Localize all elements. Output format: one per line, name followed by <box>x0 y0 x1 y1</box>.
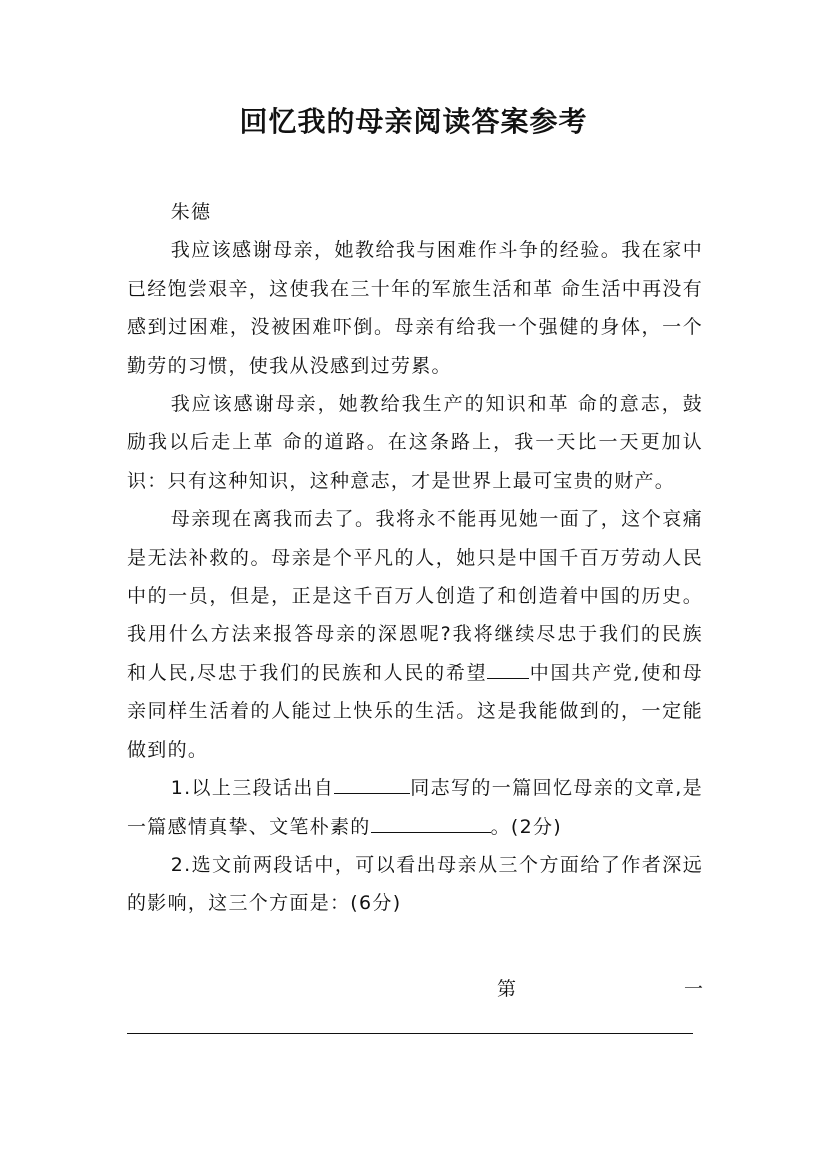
paragraph-3-blank <box>487 658 529 679</box>
page-title: 回忆我的母亲阅读答案参考 <box>239 105 588 138</box>
answer-label-yi: 一 <box>683 978 703 1000</box>
question-1-text-a: 1.以上三段话出自 <box>170 777 335 800</box>
answer-blank-line[interactable] <box>127 1033 693 1034</box>
paragraph-3-part-1: 母亲现在离我而去了。我将永不能再见她一面了，这个哀痛是无法补救的。母亲是个平凡的人，她只是中国千百万劳动人民中的一员，但是，正是这千百万人创造了和创造着中国的历史。我用什么方法来报答母亲的深恩呢?我将继续尽忠于我们的民族和人民,尽忠于我们的民族和人民的希望 <box>127 508 703 684</box>
question-1-blank-author[interactable] <box>334 773 410 794</box>
answer-label-di: 第 <box>497 978 517 1000</box>
answer-label-row <box>127 970 703 1008</box>
article-body <box>127 193 703 923</box>
question-1-text-c: 。(2分) <box>490 815 563 838</box>
paragraph-3 <box>127 500 703 769</box>
question-2: 2.选文前两段话中，可以看出母亲从三个方面给了作者深远的影响，这三个方面是：(6分) <box>127 853 703 915</box>
author-name: 朱德 <box>170 201 212 223</box>
question-1-blank-genre[interactable] <box>371 812 491 833</box>
paragraph-1: 我应该感谢母亲，她教给我与困难作斗争的经验。我在家中已经饱尝艰辛，这使我在三十年的军旅生活和革 命生活中再没有感到过困难，没被困难吓倒。母亲有给我一个强健的身体，一个勤劳的习惯，使我从没感到过劳累。 <box>127 239 703 377</box>
paragraph-2: 我应该感谢母亲，她教给我生产的知识和革 命的意志，鼓励我以后走上革 命的道路。在这条路上，我一天比一天更加认识：只有这种知识，这种意志，才是世界上最可宝贵的财产。 <box>127 393 703 492</box>
question-1-text-b: 同志写的一篇回忆母亲的文章,是一篇感情真挚、文笔朴素的 <box>127 777 703 838</box>
paragraph-3-part-2: 中国共产党,使和母亲同样生活着的人能过上快乐的生活。这是我能做到的，一定能做到的。 <box>127 661 703 761</box>
question-1 <box>127 769 703 846</box>
